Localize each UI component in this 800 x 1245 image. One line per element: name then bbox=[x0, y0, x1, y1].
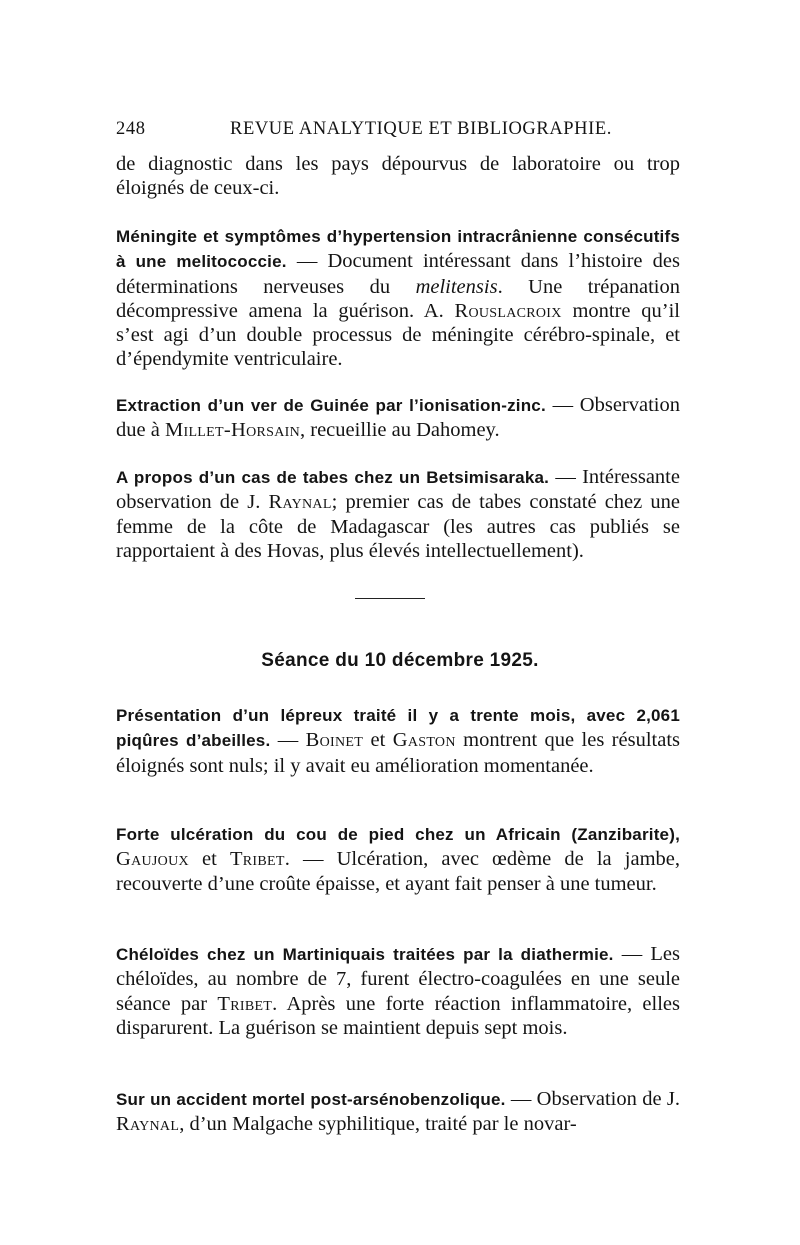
author-name: Millet-Horsain bbox=[164, 419, 300, 442]
entry-lepreux: Présentation d’un lépreux traité il y a trente mois, avec 2,061 piqûres d’abeilles. — Boinet et Gaston montrent que les résultats éloignés sont nuls; il y avait eu amélioration momentanée. bbox=[116, 706, 680, 777]
session-heading: Séance du 10 décembre 1925. bbox=[261, 650, 539, 671]
page-number: 248 bbox=[116, 119, 146, 139]
author-name: Boinet bbox=[305, 729, 364, 752]
italic-term: melitensis bbox=[415, 275, 498, 298]
entry-cheloides: Chéloïdes chez un Martiniquais traitées par la diathermie. — Les chéloïdes, au nombre de 7, furent électro-coagulées en une seule séance par Tribet. Après une forte réaction inflammatoire, elles disparurent. La guérison se maintient depuis sept mois. bbox=[116, 943, 680, 1039]
author-name: Rouslacroix bbox=[454, 299, 562, 322]
section-divider bbox=[355, 598, 425, 599]
running-title: REVUE ANALYTIQUE ET BIBLIOGRAPHIE. bbox=[230, 119, 613, 139]
author-name: Tribet bbox=[229, 848, 285, 871]
entry-title: Forte ulcération du cou de pied chez un Africain (Zanzibarite), bbox=[116, 825, 680, 844]
running-header bbox=[116, 115, 684, 143]
entry-title: Chéloïdes chez un Martiniquais traitées par la diathermie. bbox=[116, 945, 614, 964]
entry-ulceration: Forte ulcération du cou de pied chez un Africain (Zanzibarite), Gaujoux et Tribet. — Ulcération, avec œdème de la jambe, recouverte d’une croûte épaisse, et ayant fait penser à une tumeur. bbox=[116, 825, 680, 895]
author-name: Tribet bbox=[217, 992, 273, 1015]
entry-title: Méningite et symptômes d’hypertension intracrânienne consécutifs à une melitococcie. bbox=[116, 227, 680, 272]
author-name: Raynal bbox=[268, 491, 332, 514]
author-name: Raynal bbox=[116, 1113, 180, 1136]
entry-title: Extraction d’un ver de Guinée par l’ionisation-zinc. bbox=[116, 396, 546, 415]
entry-title: A propos d’un cas de tabes chez un Betsimisaraka. bbox=[116, 468, 550, 487]
author-name: Gaujoux bbox=[116, 848, 189, 871]
entry-title: Présentation d’un lépreux traité il y a trente mois, avec 2,061 piqûres d’abeilles. bbox=[116, 706, 680, 751]
entry-tabes: A propos d’un cas de tabes chez un Betsimisaraka. — Intéressante observation de J. Raynal; premier cas de tabes constaté chez une femme de la côte de Madagascar (les autres cas publiés se rapportaient à des Hovas, plus élevés intellectuellement). bbox=[116, 466, 680, 562]
entry-accident-mortel: Sur un accident mortel post-arsénobenzolique. — Observation de J. Raynal, d’un Malgache syphilitique, traité par le novar- bbox=[116, 1088, 680, 1136]
continuation-paragraph: de diagnostic dans les pays dépourvus de laboratoire ou trop éloignés de ceux-ci. bbox=[116, 153, 680, 200]
entry-meningite: Méningite et symptômes d’hypertension intracrânienne consécutifs à une melitococcie. — Document intéressant dans l’histoire des déterminations nerveuses du melitensis. Une trépanation décompressive amena la guérison. A. Rouslacroix montre qu’il s’est agi d’un double processus de méningite cérébro-spinale, et d’épendymite ventriculaire. bbox=[116, 227, 680, 371]
entry-ver-de-guinee: Extraction d’un ver de Guinée par l’ionisation-zinc. — Observation due à Millet-Horsain, recueillie au Dahomey. bbox=[116, 394, 680, 442]
entry-title: Sur un accident mortel post-arsénobenzolique. bbox=[116, 1090, 506, 1109]
author-name: Gaston bbox=[392, 729, 456, 752]
